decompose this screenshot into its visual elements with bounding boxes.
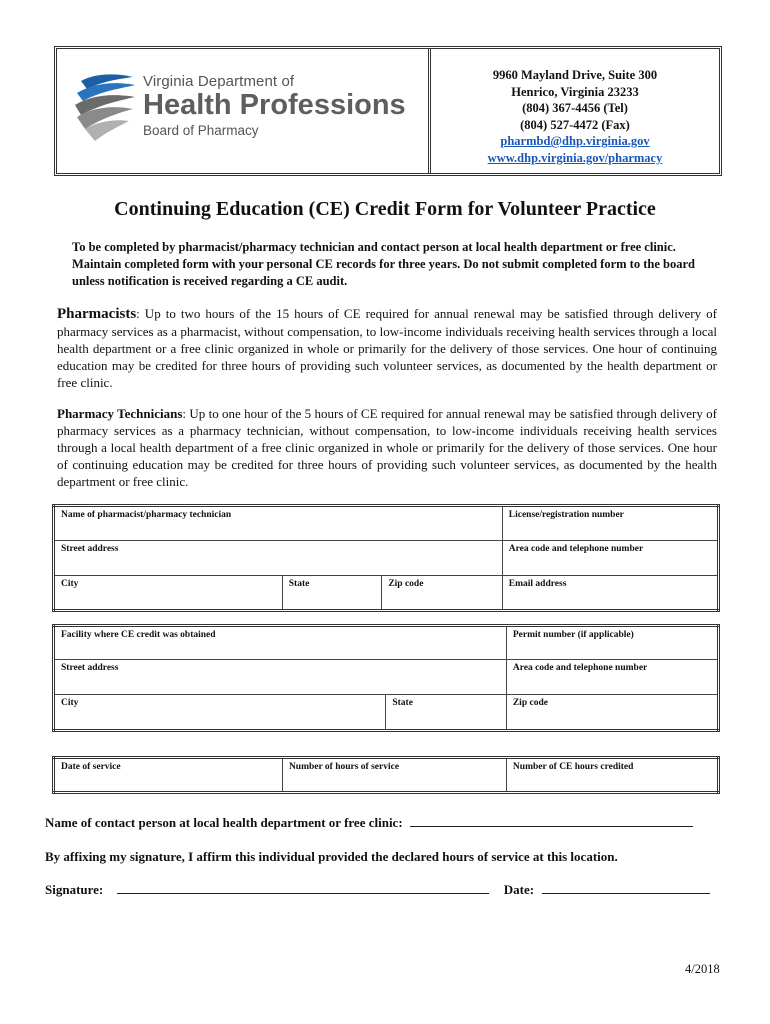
contact-person-label: Name of contact person at local health department or free clinic: bbox=[45, 815, 403, 830]
email-field[interactable] bbox=[502, 576, 718, 611]
email-label: Email address bbox=[508, 579, 567, 589]
technicians-paragraph bbox=[57, 405, 717, 490]
address-tel: (804) 367-4456 (Tel) bbox=[522, 101, 628, 115]
logo-line-2: Health Professions bbox=[143, 89, 406, 121]
city-field[interactable] bbox=[54, 576, 283, 611]
signature-input[interactable] bbox=[117, 882, 489, 894]
address-street: 9960 Mayland Drive, Suite 300 bbox=[492, 68, 658, 82]
address-block bbox=[431, 49, 719, 173]
facility-info-table bbox=[52, 624, 720, 732]
facility-field[interactable] bbox=[54, 626, 507, 660]
contact-person-row bbox=[45, 815, 693, 831]
intro-instructions: To be completed by pharmacist/pharmacy technician and contact person at local health department or free clinic. Maintain completed form with your personal CE records for three years. Do not submit completed form to the board unless notification is received regarding a CE audit. bbox=[72, 240, 695, 288]
facility-zip-field[interactable] bbox=[506, 695, 718, 731]
date-of-service-field[interactable] bbox=[54, 758, 283, 793]
city-label: City bbox=[61, 579, 79, 589]
facility-street-field[interactable] bbox=[54, 660, 507, 695]
contact-person-input[interactable] bbox=[410, 815, 693, 827]
pharmacists-text: : Up to two hours of the 15 hours of CE required for annual renewal may be satisfied through delivery of pharmacy services as a pharmacist, without compensation, to low-income individuals receiving health services through a local health department or a free clinic organized in whole or primarily for the delivery of those services. One hour of continuing education may be credited for three hours of providing such volunteer services, as documented by the health department or free clinic. bbox=[57, 306, 717, 390]
dhp-swoosh-logo-icon bbox=[73, 71, 139, 143]
address-fax: (804) 527-4472 (Fax) bbox=[520, 117, 630, 132]
facility-street-label: Street address bbox=[61, 663, 119, 673]
date-input[interactable] bbox=[542, 882, 710, 894]
signature-label: Signature: bbox=[45, 882, 104, 897]
facility-phone-field[interactable] bbox=[506, 660, 718, 695]
ce-hours-credited-field[interactable] bbox=[506, 758, 718, 793]
signature-row bbox=[45, 882, 710, 898]
affirmation-statement: By affixing my signature, I affirm this individual provided the declared hours of service at this location. bbox=[45, 849, 618, 864]
facility-city-field[interactable] bbox=[54, 695, 386, 731]
facility-state-label: State bbox=[392, 698, 413, 708]
license-field[interactable] bbox=[502, 506, 718, 541]
logo-text bbox=[143, 73, 406, 138]
logo-area bbox=[57, 49, 431, 173]
permit-label: Permit number (if applicable) bbox=[512, 630, 634, 640]
technicians-lead: Pharmacy Technicians bbox=[57, 406, 183, 421]
street-label: Street address bbox=[61, 544, 119, 554]
pharmacists-lead: Pharmacists bbox=[57, 306, 137, 322]
technicians-text: : Up to one hour of the 5 hours of CE required for annual renewal may be satisfied through delivery of pharmacy services as a pharmacy technician, without compensation, to low-income individuals receiving health services through a local health department of a free clinic organized in whole or primarily for the delivery of those services. One hour of continuing education may be credited for three hours of providing such volunteer services, as documented by the health department or free clinic. bbox=[57, 406, 717, 489]
zip-field[interactable] bbox=[382, 576, 502, 611]
state-field[interactable] bbox=[282, 576, 382, 611]
logo-line-3: Board of Pharmacy bbox=[143, 123, 259, 138]
form-version: 4/2018 bbox=[685, 962, 720, 976]
name-label: Name of pharmacist/pharmacy technician bbox=[61, 510, 232, 520]
facility-label: Facility where CE credit was obtained bbox=[61, 630, 216, 640]
facility-state-field[interactable] bbox=[386, 695, 507, 731]
address-city: Henrico, Virginia 23233 bbox=[511, 84, 639, 99]
name-field[interactable] bbox=[54, 506, 503, 541]
facility-phone-label: Area code and telephone number bbox=[512, 663, 648, 673]
email-link[interactable]: pharmbd@dhp.virginia.gov bbox=[500, 134, 650, 148]
form-title: Continuing Education (CE) Credit Form for Volunteer Practice bbox=[114, 198, 656, 220]
phone-label: Area code and telephone number bbox=[508, 544, 644, 554]
facility-zip-label: Zip code bbox=[512, 698, 548, 708]
facility-city-label: City bbox=[61, 698, 79, 708]
permit-field[interactable] bbox=[506, 626, 718, 660]
date-of-service-label: Date of service bbox=[61, 762, 121, 772]
date-label: Date: bbox=[503, 882, 535, 897]
phone-field[interactable] bbox=[502, 541, 718, 576]
ce-hours-credited-label: Number of CE hours credited bbox=[512, 762, 634, 772]
logo-line-1: Virginia Department of bbox=[143, 73, 295, 90]
letterhead bbox=[54, 46, 722, 176]
service-info-table bbox=[52, 756, 720, 794]
license-label: License/registration number bbox=[508, 510, 624, 520]
zip-label: Zip code bbox=[388, 579, 424, 589]
street-field[interactable] bbox=[54, 541, 503, 576]
hours-of-service-field[interactable] bbox=[282, 758, 506, 793]
hours-of-service-label: Number of hours of service bbox=[288, 762, 400, 772]
website-link[interactable]: www.dhp.virginia.gov/pharmacy bbox=[487, 150, 663, 165]
pharmacists-paragraph bbox=[57, 305, 717, 391]
personal-info-table bbox=[52, 504, 720, 612]
state-label: State bbox=[288, 579, 310, 589]
